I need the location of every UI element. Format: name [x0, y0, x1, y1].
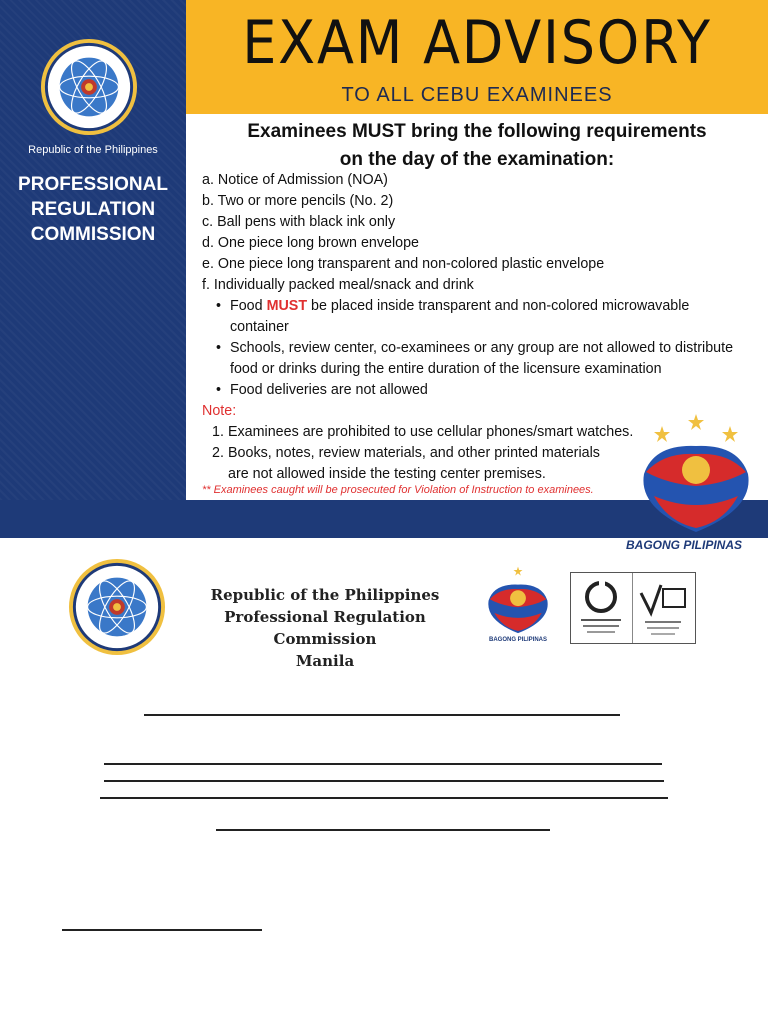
list-item: e. One piece long transparent and non-colored plastic envelope: [202, 256, 605, 272]
blank-line: [144, 714, 620, 716]
list-item: d. One piece long brown envelope: [202, 235, 419, 251]
advisory-title: EXAM ADVISORY: [242, 8, 712, 78]
note-item: 1. Examinees are prohibited to use cellular phones/smart watches.: [212, 424, 634, 440]
blank-line: [62, 929, 262, 931]
prc-seal-icon: [68, 558, 166, 656]
advisory-subtitle: TO ALL CEBU EXAMINEES: [341, 84, 613, 106]
blank-line: [216, 829, 550, 831]
certification-international-icon: [571, 573, 633, 643]
blank-line: [100, 797, 668, 799]
letterhead-text: Republic of the Philippines Professional Regulation Commission Manila: [210, 586, 440, 670]
accreditation-icon: [633, 573, 694, 643]
group-distribution-rule: • Schools, review center, co-examinees or any group are not allowed to distribute food or drinks during the entire duration of the licensure examination: [216, 338, 762, 380]
bagong-pilipinas-label: BAGONG PILIPINAS: [625, 538, 742, 552]
list-item: f. Individually packed meal/snack and drink: [202, 277, 474, 293]
agency-name: PROFESSIONAL REGULATION COMMISSION: [18, 174, 168, 245]
list-item: b. Two or more pencils (No. 2): [202, 193, 394, 209]
requirements-heading: Examinees MUST bring the following requirements on the day of the examination:: [247, 121, 707, 170]
food-container-rule: • Food MUST be placed inside transparent and non-colored microwavable container: [216, 296, 762, 338]
left-blue-panel: [0, 0, 186, 500]
warning-text: ** Examinees caught will be prosecuted for Violation of Instruction to examinees.: [202, 484, 594, 496]
advisory-header: [186, 0, 768, 114]
bagong-pilipinas-small-label: BAGONG PILIPINAS: [488, 637, 547, 643]
republic-label: Republic of the Philippines: [28, 144, 158, 156]
bagong-pilipinas-logo-icon: [483, 566, 553, 636]
food-delivery-rule: • Food deliveries are not allowed: [216, 380, 762, 401]
note-label: Note:: [202, 403, 237, 419]
bagong-pilipinas-logo-icon: [634, 414, 758, 536]
list-item: c. Ball pens with black ink only: [202, 214, 396, 230]
note-item: 2. Books, notes, review materials, and other printed materials are not allowed inside the testing center premises.: [212, 445, 600, 482]
certification-logo-icon: [570, 572, 696, 644]
prc-seal-icon: [40, 38, 138, 136]
list-item: a. Notice of Admission (NOA): [202, 172, 388, 188]
blank-line: [104, 763, 662, 765]
food-rules-list: [216, 296, 762, 401]
blank-line: [104, 780, 664, 782]
